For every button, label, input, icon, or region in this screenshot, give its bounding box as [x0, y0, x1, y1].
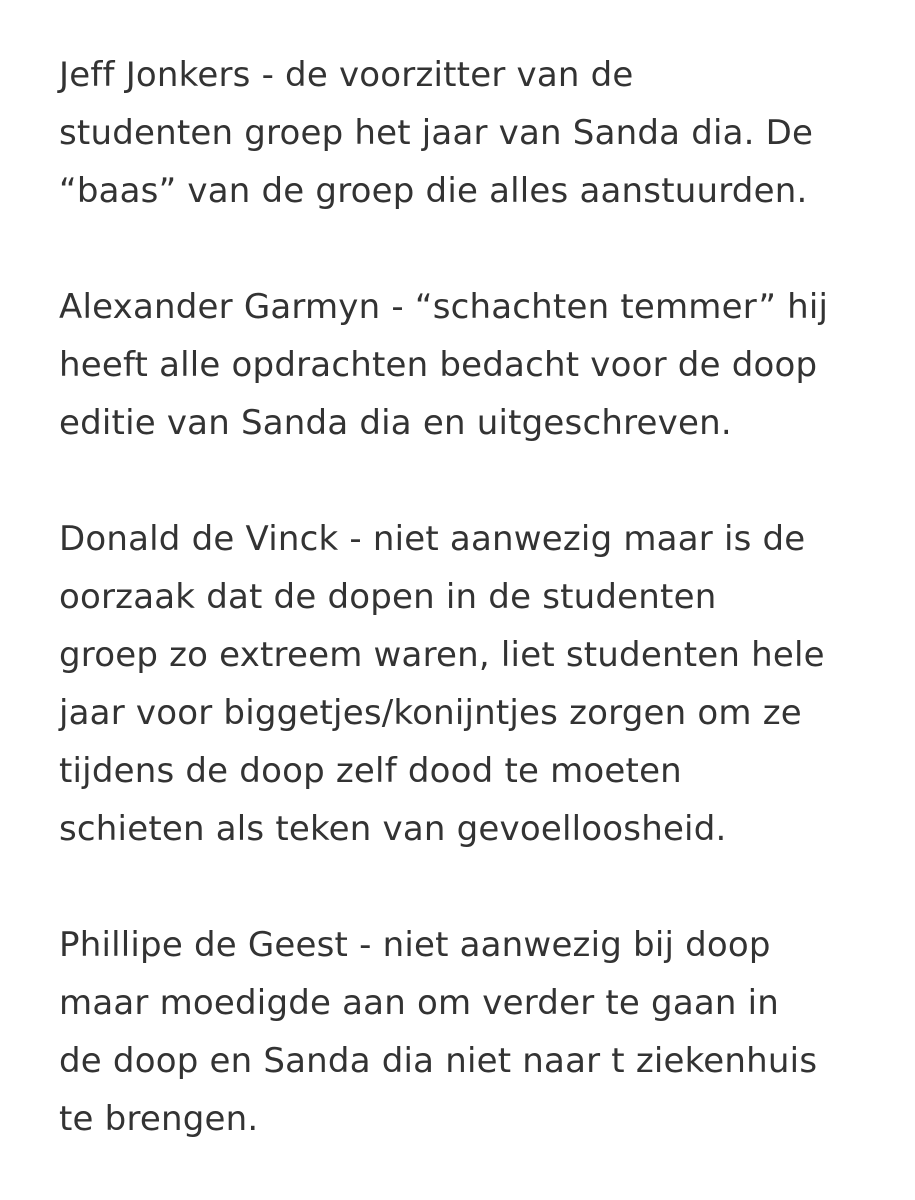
text-run: editie van [59, 403, 241, 443]
paragraph-spacer [59, 452, 879, 510]
note-text[interactable] [59, 46, 879, 1148]
text-run: maar moedigde aan om verder te gaan in [59, 983, 780, 1023]
text-line [59, 568, 879, 626]
text-line [59, 46, 879, 104]
text-run: groep zo extreem waren, liet studenten hele [59, 635, 825, 675]
text-line [59, 626, 879, 684]
text-run: oorzaak dat de dopen in de studenten [59, 577, 717, 617]
misspelled-word: Sanda [263, 1041, 371, 1081]
text-run: de Geest - niet aanwezig bij doop [182, 925, 771, 965]
text-run: heeft alle opdrachten bedacht voor de doop [59, 345, 818, 385]
text-line [59, 742, 879, 800]
paragraph [59, 510, 879, 858]
text-line [59, 1090, 879, 1148]
text-run: Donald de Vinck - niet aanwezig maar is de [59, 519, 806, 559]
text-line [59, 104, 879, 162]
paragraph-spacer [59, 220, 879, 278]
text-run: tijdens de doop zelf dood te moeten [59, 751, 682, 791]
text-run: dia. De [680, 113, 814, 153]
text-run: - “schachten temmer” hij [380, 287, 829, 327]
text-run: Alexander [59, 287, 244, 327]
text-line [59, 800, 879, 858]
text-line [59, 684, 879, 742]
text-run: “baas” van de groep die alles aanstuurden. [59, 171, 808, 211]
text-run: Jeff Jonkers - de voorzitter van de [59, 55, 634, 95]
text-run: dia en uitgeschreven. [348, 403, 732, 443]
text-line [59, 916, 879, 974]
text-line [59, 974, 879, 1032]
text-run: studenten groep het jaar van [59, 113, 573, 153]
paragraph [59, 278, 879, 452]
text-line [59, 162, 879, 220]
misspelled-word: Phillipe [59, 925, 183, 965]
text-run: jaar voor biggetjes/konijntjes zorgen om ze [59, 693, 802, 733]
misspelled-word: Sanda [572, 113, 681, 153]
misspelled-word: Garmyn [243, 287, 381, 327]
text-line [59, 394, 879, 452]
paragraph-spacer [59, 858, 879, 916]
text-line [59, 278, 879, 336]
text-run: schieten als teken van gevoelloosheid. [59, 809, 727, 849]
text-line [59, 1032, 879, 1090]
text-line [59, 510, 879, 568]
misspelled-word: Sanda [240, 403, 349, 443]
paragraph [59, 916, 879, 1148]
text-line [59, 336, 879, 394]
paragraph [59, 46, 879, 220]
text-run: de doop en [59, 1041, 264, 1081]
text-run: te brengen. [59, 1099, 259, 1139]
text-run: dia niet naar t ziekenhuis [370, 1041, 818, 1081]
